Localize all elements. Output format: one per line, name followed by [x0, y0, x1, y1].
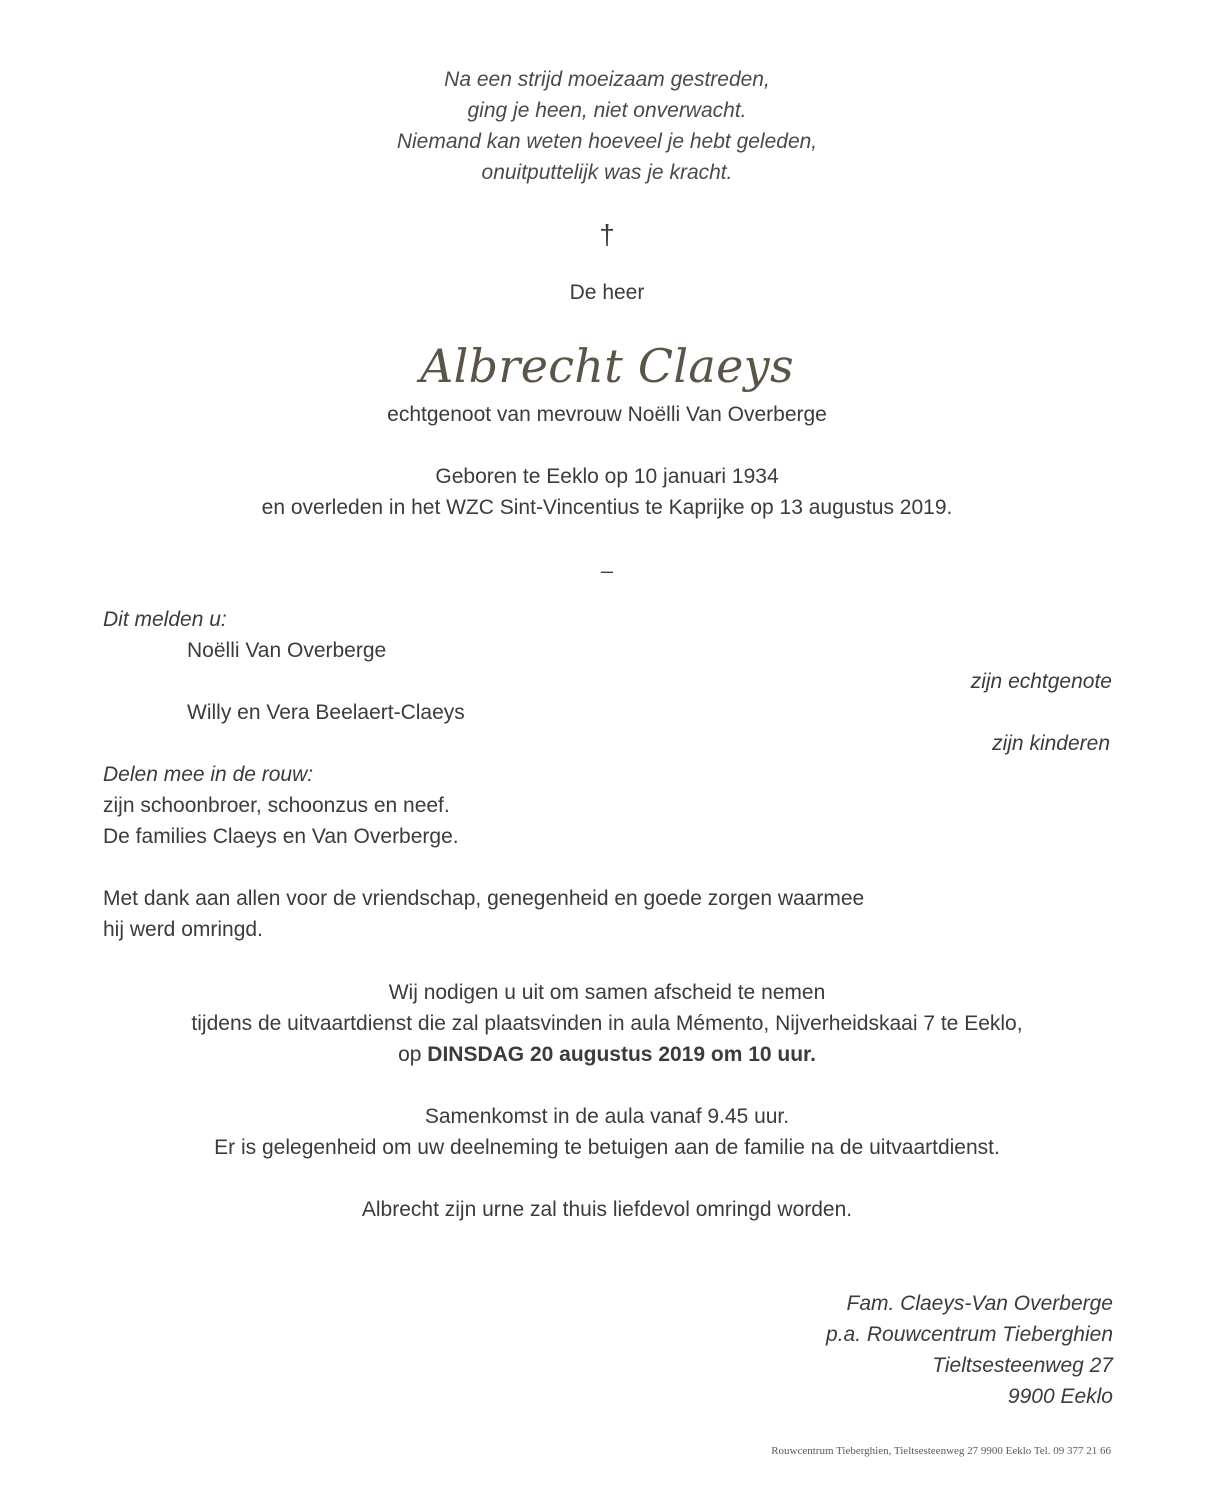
- announcer-name: Noëlli Van Overberge: [187, 639, 387, 662]
- gathering-line: Samenkomst in de aula vanaf 9.45 uur.: [424, 1105, 790, 1128]
- cross-icon: †: [599, 219, 615, 250]
- announcers-heading: Dit melden u:: [103, 608, 227, 631]
- mourners-line: zijn schoonbroer, schoonzus en neef.: [103, 794, 450, 817]
- announcer-name: Willy en Vera Beelaert-Claeys: [187, 701, 465, 724]
- title-prefix: De heer: [569, 281, 645, 304]
- birth-line: Geboren te Eeklo op 10 januari 1934: [435, 465, 779, 488]
- invitation-prefix: op: [398, 1043, 422, 1066]
- poem-line: onuitputtelijk was je kracht.: [481, 161, 733, 184]
- mourners-heading: Delen mee in de rouw:: [103, 763, 314, 786]
- announcer-relation: zijn kinderen: [992, 732, 1110, 755]
- invitation-date-line: [0, 1039, 1214, 1070]
- deceased-name: Albrecht Claeys: [420, 339, 794, 393]
- separator: _: [601, 551, 613, 574]
- invitation-line: tijdens de uitvaartdienst die zal plaatsvinden in aula Mémento, Nijverheidskaai 7 te Eeklo,: [191, 1012, 1023, 1035]
- thanks-line: Met dank aan allen voor de vriendschap, genegenheid en goede zorgen waarmee: [103, 887, 865, 910]
- address-line: Tieltsesteenweg 27: [932, 1354, 1113, 1377]
- mourners-line: De families Claeys en Van Overberge.: [103, 825, 459, 848]
- invitation-line: Wij nodigen u uit om samen afscheid te nemen: [388, 981, 826, 1004]
- thanks-line: hij werd omringd.: [103, 918, 263, 941]
- footer-imprint: Rouwcentrum Tieberghien, Tieltsesteenweg 27 9900 Eeklo Tel. 09 377 21 66: [771, 1445, 1111, 1457]
- poem-line: ging je heen, niet onverwacht.: [467, 99, 747, 122]
- spouse-line: echtgenoot van mevrouw Noëlli Van Overberge: [387, 403, 827, 426]
- death-line: en overleden in het WZC Sint-Vincentius te Kaprijke op 13 augustus 2019.: [261, 496, 953, 519]
- poem-line: Na een strijd moeizaam gestreden,: [444, 68, 770, 91]
- address-line: Fam. Claeys-Van Overberge: [846, 1292, 1113, 1315]
- gathering-line: Er is gelegenheid om uw deelneming te betuigen aan de familie na de uitvaartdienst.: [214, 1136, 1000, 1159]
- urn-line: Albrecht zijn urne zal thuis liefdevol omringd worden.: [361, 1198, 853, 1221]
- poem-line: Niemand kan weten hoeveel je hebt geleden,: [396, 130, 818, 153]
- address-line: 9900 Eeklo: [1007, 1385, 1113, 1408]
- announcer-relation: zijn echtgenote: [970, 670, 1112, 693]
- address-line: p.a. Rouwcentrum Tieberghien: [826, 1323, 1113, 1346]
- invitation-datetime: DINSDAG 20 augustus 2019 om 10 uur.: [427, 1043, 816, 1066]
